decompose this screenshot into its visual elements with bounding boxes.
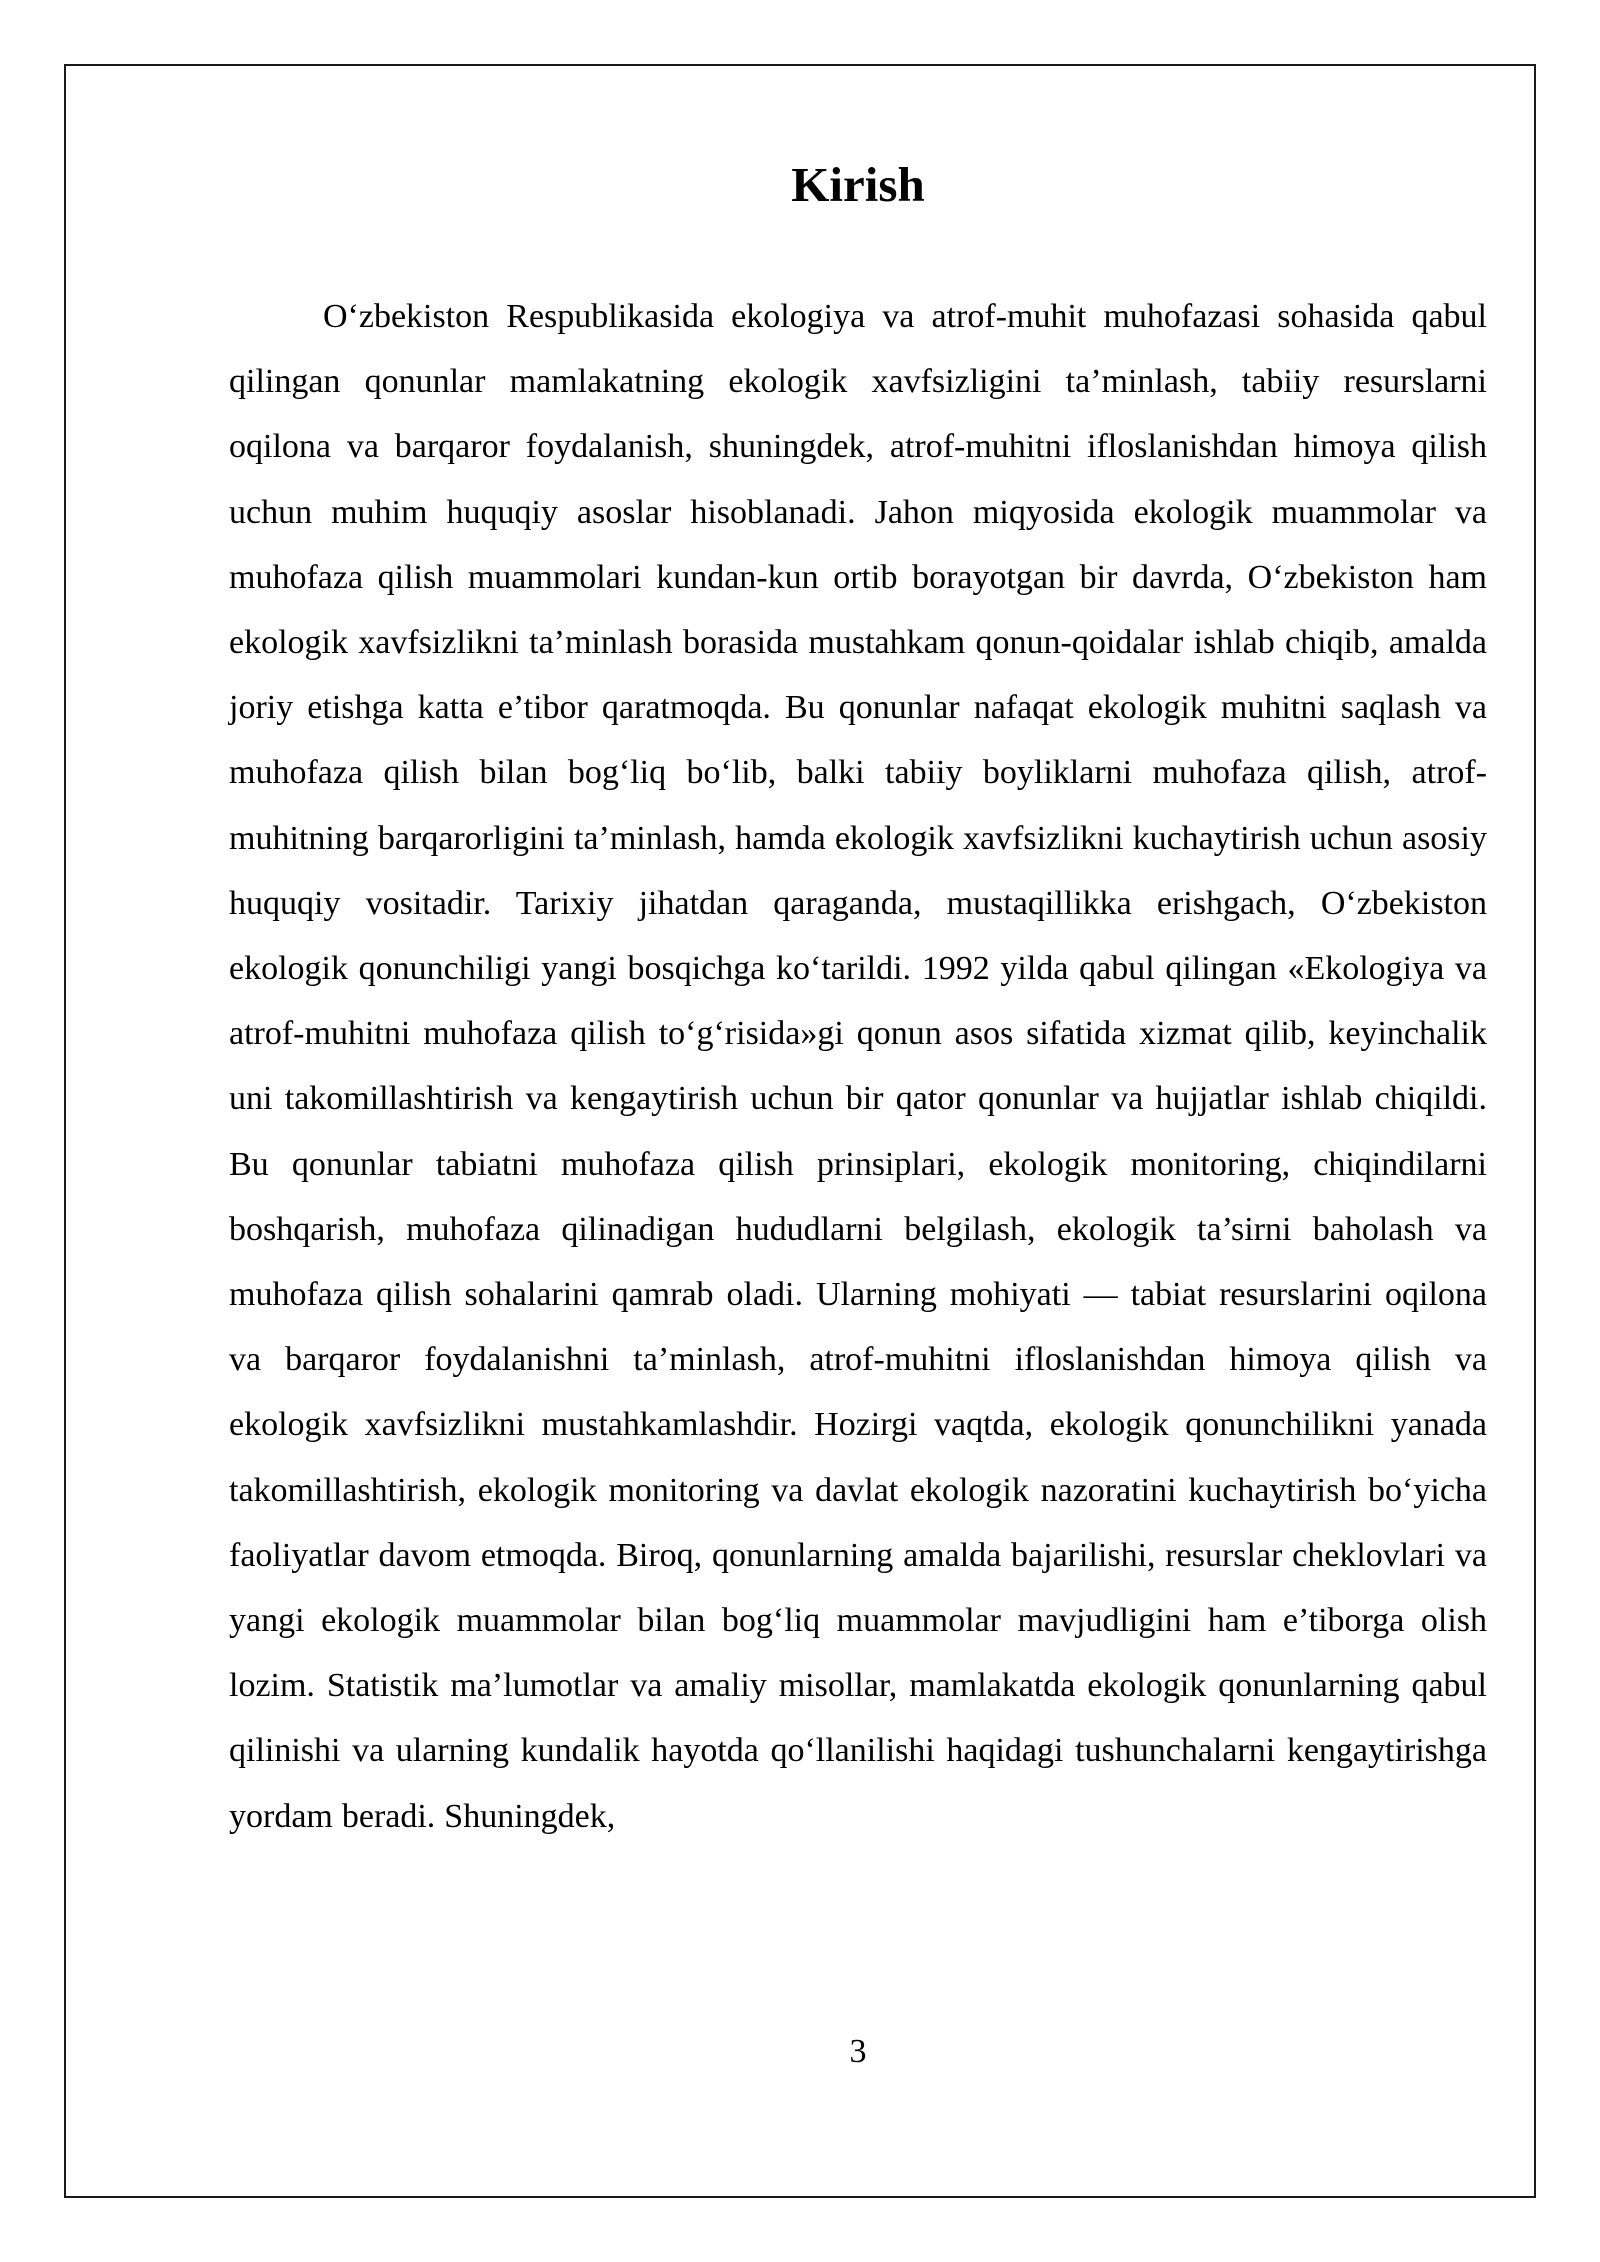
body-paragraph: O‘zbekiston Respublikasida ekologiya va atrof-muhit muhofazasi sohasida qabul qilingan qonunlar mamlakatning ekologik xavfsizligini ta’minlash, tabiiy resurslarni oqilona va barqaror foydalanish, shuningdek, atrof-muhitni ifloslanishdan himoya qilish uchun muhim huquqiy asoslar hisoblanadi. Jahon miqyosida ekologik muammolar va muhofaza qilish muammolari kundan-kun ortib borayotgan bir davrda, O‘zbekiston ham ekologik xavfsizlikni ta’minlash borasida mustahkam qonun-qoidalar ishlab chiqib, amalda joriy etishga katta e’tibor qaratmoqda. Bu qonunlar nafaqat ekologik muhitni saqlash va muhofaza qilish bilan bog‘liq bo‘lib, balki tabiiy boyliklarni muhofaza qilish, atrof-muhitning barqarorligini ta’minlash, hamda ekologik xavfsizlikni kuchaytirish uchun asosiy huquqiy vositadir. Tarixiy jihatdan qaraganda, mustaqillikka erishgach, O‘zbekiston ekologik qonunchiligi yangi bosqichga ko‘tarildi. 1992 yilda qabul qilingan «Ekologiya va atrof-muhitni muhofaza qilish to‘g‘risida»gi qonun asos sifatida xizmat qilib, keyinchalik uni takomillashtirish va kengaytirish uchun bir qator qonunlar va hujjatlar ishlab chiqildi. Bu qonunlar tabiatni muhofaza qilish prinsiplari, ekologik monitoring, chiqindilarni boshqarish, muhofaza qilinadigan hududlarni belgilash, ekologik ta’sirni baholash va muhofaza qilish sohalarini qamrab oladi. Ularning mohiyati — tabiat resurslarini oqilona va barqaror foydalanishni ta’minlash, atrof-muhitni ifloslanishdan himoya qilish va ekologik xavfsizlikni mustahkamlashdir. Hozirgi vaqtda, ekologik qonunchilikni yanada takomillashtirish, ekologik monitoring va davlat ekologik nazoratini kuchaytirish bo‘yicha faoliyatlar davom etmoqda. Biroq, qonunlarning amalda bajarilishi, resurslar cheklovlari va yangi ekologik muammolar bilan bog‘liq muammolar mavjudligini ham e’tiborga olish lozim. Statistik ma’lumotlar va amaliy misollar, mamlakatda ekologik qonunlarning qabul qilinishi va ularning kundalik hayotda qo‘llanilishi haqidagi tushunchalarni kengaytirishga yordam beradi. Shuningdek, (229, 298, 1487, 1835)
page-number: 3 (849, 2033, 867, 2070)
page-title: Kirish (791, 157, 925, 212)
